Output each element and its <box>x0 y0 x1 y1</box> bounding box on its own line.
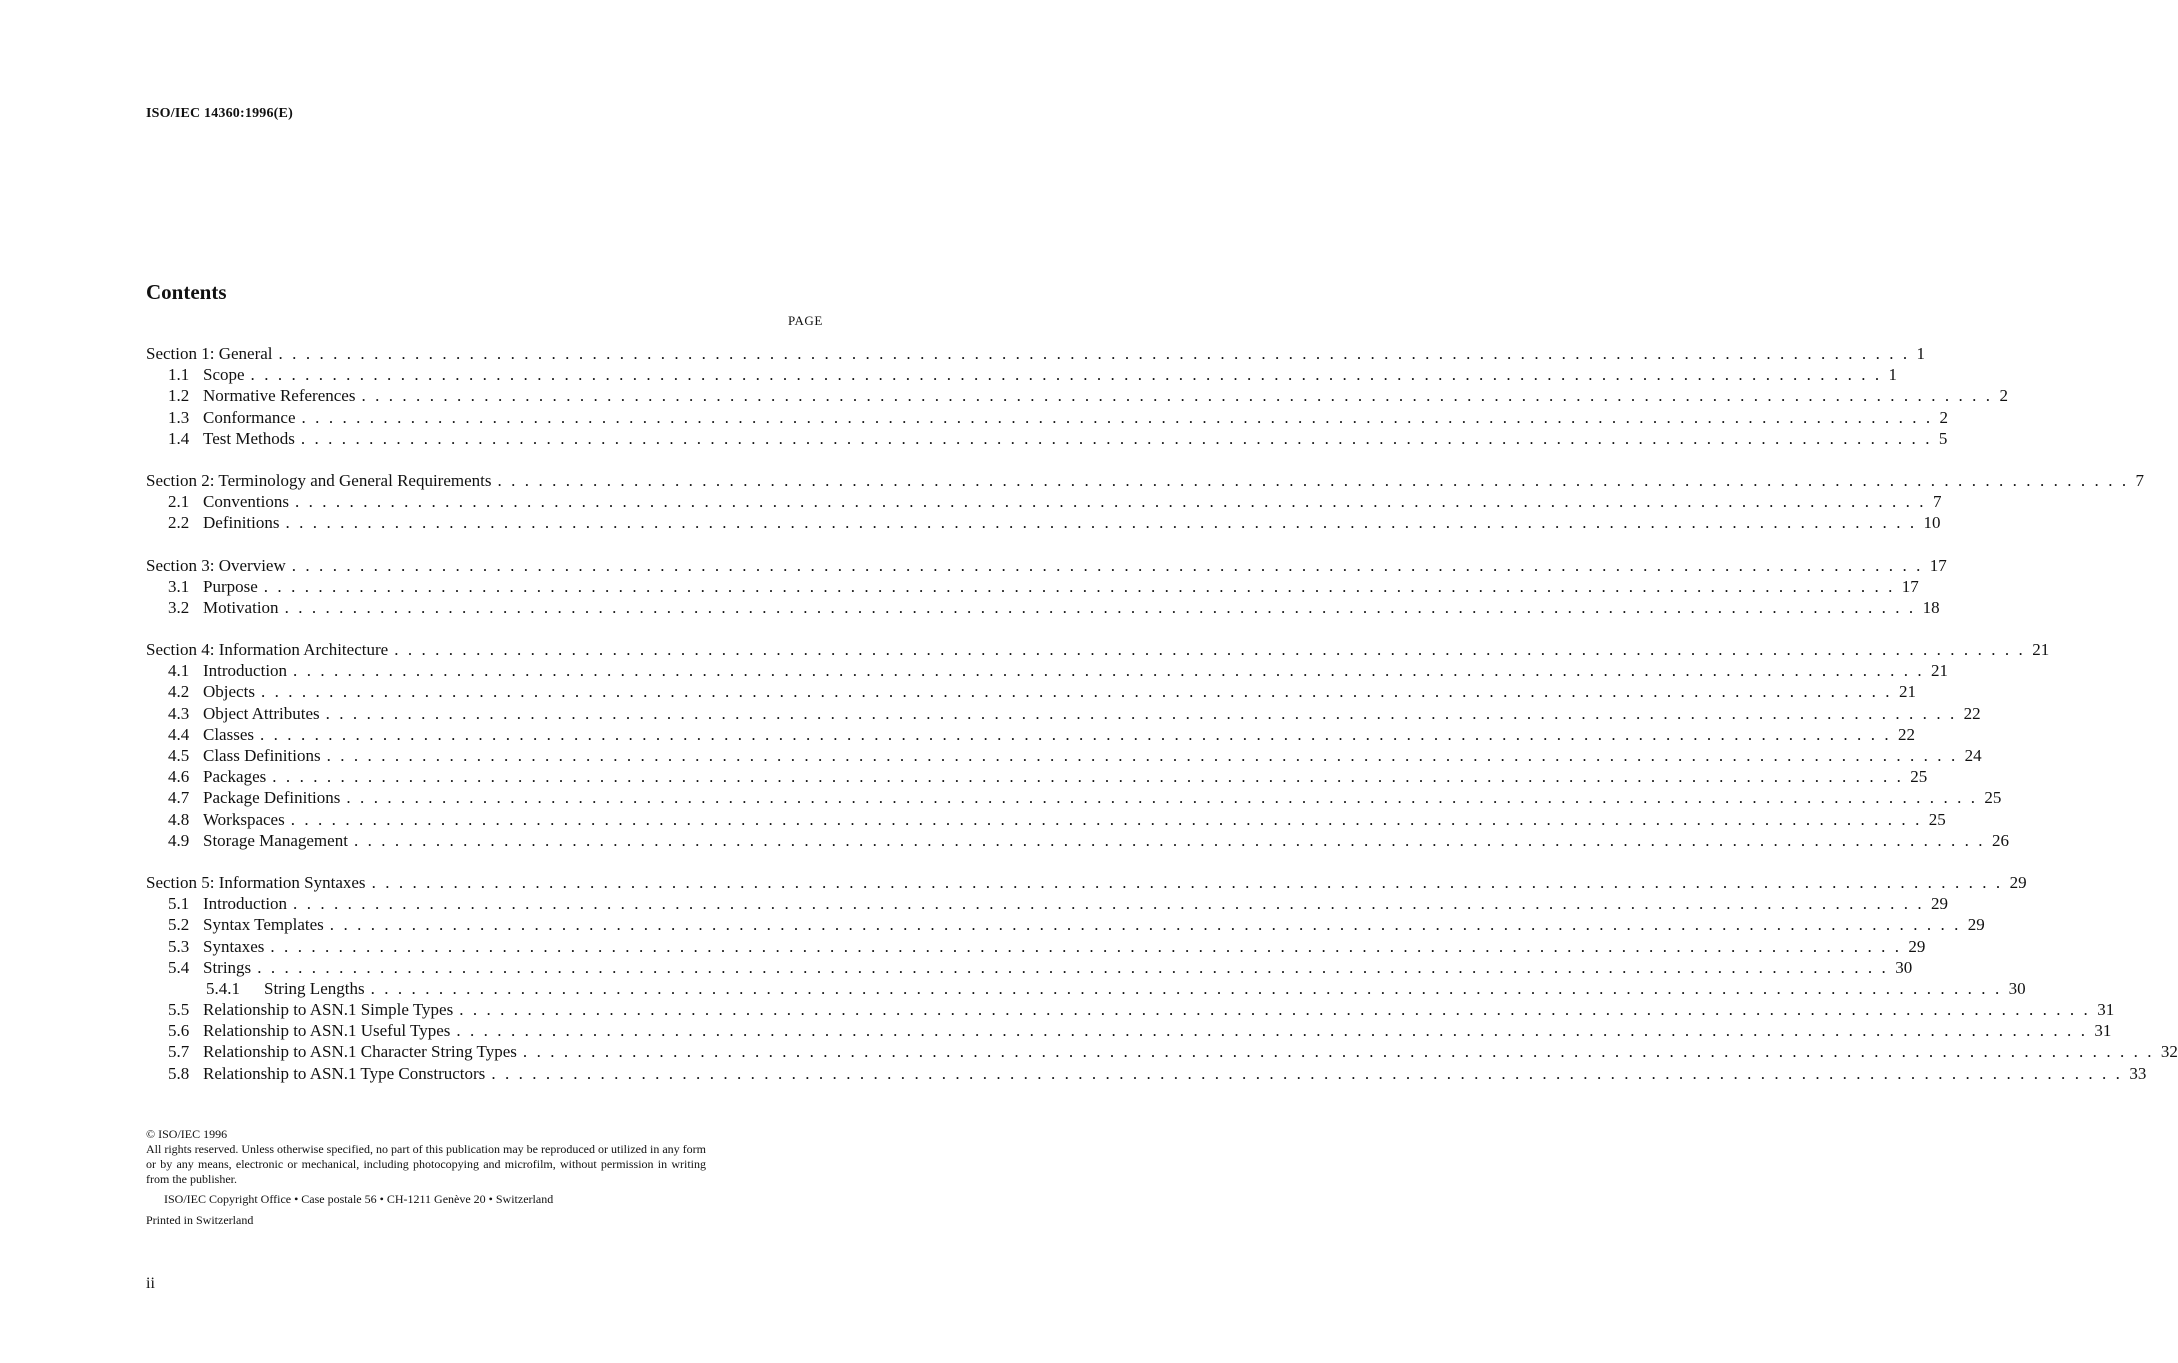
toc-entry[interactable] <box>146 830 2009 851</box>
rights-notice: All rights reserved. Unless otherwise specified, no part of this publication may be reproduced or utilized in any form or by any means, electronic or mechanical, including photocopying and microfilm, without permission in writing from the publisher. <box>146 1142 706 1186</box>
toc-entry-text: Introduction <box>203 894 288 914</box>
toc-entry-title <box>146 999 459 1020</box>
toc-entry-title <box>146 681 261 702</box>
toc-entry-number: 5.6 <box>168 1021 190 1041</box>
toc-entry-page: 29 <box>2009 872 2027 892</box>
dot-leader: ........................................................................................................................ <box>270 936 1909 956</box>
toc-entry-title <box>146 936 270 957</box>
dot-leader: ........................................................................................................................ <box>290 809 1929 829</box>
toc-entry-page: 1 <box>1916 344 1926 363</box>
toc-entry[interactable] <box>146 1063 2147 1084</box>
toc-entry-title <box>146 893 293 914</box>
dot-leader: ........................................................................................................................ <box>491 1063 2130 1083</box>
toc-entry[interactable] <box>146 407 1949 428</box>
dot-leader: ........................................................................................................................ <box>329 915 1968 935</box>
dot-leader: ........................................................................................................................ <box>250 365 1889 385</box>
toc-entry-text: Purpose <box>203 576 258 596</box>
toc-entry-page: 21 <box>1931 661 1949 681</box>
toc-entry-text: Section 3: Overview <box>146 555 286 575</box>
toc-entry-text: Conformance <box>203 407 296 427</box>
toc-entry-title <box>146 407 302 428</box>
toc-entry-text: Syntaxes <box>203 936 265 956</box>
toc-entry[interactable] <box>146 914 1985 935</box>
toc-entry-title <box>146 428 301 449</box>
toc-entry-text: Class Definitions <box>203 746 321 765</box>
toc-section <box>146 470 2144 534</box>
copyright-footer <box>146 1127 706 1228</box>
toc-entry[interactable] <box>146 681 1916 702</box>
toc-entry-page: 25 <box>1910 767 1928 787</box>
toc-entry-text: Syntax Templates <box>203 915 324 935</box>
toc-entry-title <box>146 809 291 830</box>
toc-entry[interactable] <box>146 597 1940 618</box>
toc-entry-page: 7 <box>1932 492 1942 512</box>
dot-leader: ........................................................................................................................ <box>260 724 1898 744</box>
toc-entry-text: Relationship to ASN.1 Type Constructors <box>203 1063 486 1083</box>
toc-entry-text: Motivation <box>203 597 279 617</box>
toc-entry[interactable] <box>146 470 2144 491</box>
toc-entry[interactable] <box>146 576 1919 597</box>
toc-entry-text: Conventions <box>203 492 289 512</box>
dot-leader: ........................................................................................................................ <box>294 492 1933 512</box>
toc-entry[interactable] <box>146 660 1949 681</box>
toc-entry-title <box>146 766 272 787</box>
toc-entry-number: 4.1 <box>168 661 190 681</box>
dot-leader: ........................................................................................................................ <box>293 661 1932 681</box>
printed-in: Printed in Switzerland <box>146 1213 254 1227</box>
toc-entry[interactable] <box>146 343 1926 364</box>
toc-entry-title <box>146 1063 491 1084</box>
toc-entry-number: 4.5 <box>168 746 190 765</box>
toc-entry[interactable] <box>146 555 1947 576</box>
toc-entry-text: Section 2: Terminology and General Requirements <box>146 470 492 490</box>
toc-entry-title <box>146 724 260 745</box>
toc-entry-number: 4.9 <box>168 830 190 850</box>
toc-entry-number: 4.6 <box>168 767 190 787</box>
toc-section <box>146 343 2008 449</box>
toc-entry-text: Relationship to ASN.1 Simple Types <box>203 1000 454 1020</box>
toc-entry[interactable] <box>146 999 2115 1020</box>
toc-entry-title <box>146 597 285 618</box>
toc-entry-title <box>146 745 327 766</box>
contents-title: Contents <box>146 280 227 304</box>
toc-entry-title <box>146 1020 456 1041</box>
toc-entry-title <box>146 660 293 681</box>
dot-leader: ........................................................................................................................ <box>456 1021 2095 1041</box>
toc-entry-number: 1.3 <box>168 407 190 427</box>
page-column-header: PAGE <box>788 313 823 328</box>
toc-entry[interactable] <box>146 766 1928 787</box>
dot-leader: ........................................................................................................................ <box>459 1000 2098 1020</box>
toc-entry-title <box>146 385 361 406</box>
toc-entry-title <box>146 1041 523 1062</box>
toc-entry-page: 22 <box>1898 724 1915 744</box>
page-number: ii <box>146 1275 155 1292</box>
toc-entry-title <box>146 830 354 851</box>
toc-entry-number: 2.2 <box>168 513 190 533</box>
toc-entry-page: 25 <box>1984 788 2002 808</box>
toc-entry[interactable] <box>146 978 2026 999</box>
toc-entry-page: 10 <box>1923 513 1941 533</box>
dot-leader: ........................................................................................................................ <box>497 470 2136 490</box>
toc-section <box>146 639 2050 851</box>
toc-entry-title <box>146 364 251 385</box>
toc-entry[interactable] <box>146 364 1898 385</box>
toc-entry-title <box>146 872 372 893</box>
toc-entry-page: 25 <box>1928 809 1946 829</box>
toc-entry-text: Section 5: Information Syntaxes <box>146 872 366 892</box>
dot-leader: ........................................................................................................................ <box>325 703 1964 723</box>
toc-entry-title <box>146 576 264 597</box>
toc-entry[interactable] <box>146 385 2008 406</box>
toc-entry-text: Workspaces <box>203 809 285 829</box>
toc-entry[interactable] <box>146 1041 2178 1062</box>
dot-leader: ........................................................................................................................ <box>272 767 1911 787</box>
dot-leader: ........................................................................................................................ <box>301 407 1940 427</box>
toc-section <box>146 872 2178 1084</box>
toc-entry-page: 5 <box>1938 428 1948 448</box>
toc-entry-text: Package Definitions <box>203 788 341 808</box>
toc-entry-page: 31 <box>2094 1021 2112 1041</box>
dot-leader: ........................................................................................................................ <box>370 978 2009 998</box>
toc-section <box>146 555 1947 619</box>
toc-entry-text: Scope <box>203 365 245 385</box>
toc-entry[interactable] <box>146 957 1913 978</box>
toc-entry[interactable] <box>146 872 2027 893</box>
dot-leader: ........................................................................................................................ <box>293 894 1932 914</box>
toc-entry[interactable] <box>146 724 1915 745</box>
toc-entry-title <box>146 512 286 533</box>
dot-leader: ........................................................................................................................ <box>346 788 1985 808</box>
dot-leader: ........................................................................................................................ <box>291 555 1930 575</box>
toc-entry-text: Strings <box>203 957 252 977</box>
toc-entry-number: 5.2 <box>168 915 190 935</box>
toc-entry-number: 5.8 <box>168 1063 190 1083</box>
toc-entry-page: 7 <box>2135 470 2144 490</box>
toc-entry-number: 5.5 <box>168 1000 190 1020</box>
copyright-line: © ISO/IEC 1996 <box>146 1127 228 1141</box>
copyright-office: ISO/IEC Copyright Office • Case postale 56 • CH-1211 Genève 20 • Switzerland <box>164 1192 554 1206</box>
toc-entry-page: 2 <box>1939 407 1949 427</box>
dot-leader: ........................................................................................................................ <box>284 597 1923 617</box>
toc-entry-number: 4.4 <box>168 724 190 744</box>
toc-entry-number: 1.4 <box>168 428 190 448</box>
dot-leader: ........................................................................................................................ <box>263 576 1902 596</box>
toc-entry-text: Relationship to ASN.1 Character String Types <box>203 1042 517 1062</box>
toc-entry[interactable] <box>146 703 1981 724</box>
toc-entry-page: 17 <box>1901 576 1919 596</box>
toc-entry-title <box>146 491 295 512</box>
toc-entry-title <box>146 978 371 999</box>
toc-entry-text: Section 1: General <box>146 344 273 363</box>
dot-leader: ........................................................................................................................ <box>522 1042 2161 1062</box>
toc-entry[interactable] <box>146 512 1941 533</box>
toc-entry-title <box>146 703 326 724</box>
dot-leader: ........................................................................................................................ <box>394 640 2033 660</box>
toc-entry-text: String Lengths <box>264 978 365 998</box>
toc-entry-number: 5.7 <box>168 1042 190 1062</box>
toc-entry-page: 2 <box>1999 386 2008 406</box>
toc-entry-title <box>146 914 330 935</box>
document-id: ISO/IEC 14360:1996(E) <box>146 106 293 121</box>
toc-entry-title <box>146 787 346 808</box>
toc-entry-title <box>146 639 394 660</box>
toc-entry-text: Object Attributes <box>203 703 320 723</box>
toc-entry-text: Packages <box>203 767 267 787</box>
toc-entry-number: 1.1 <box>168 365 190 385</box>
toc-entry-text: Storage Management <box>203 830 348 850</box>
toc-entry-page: 24 <box>1964 746 1982 765</box>
toc-entry-number: 5.1 <box>168 894 190 914</box>
table-of-contents <box>146 343 2178 1105</box>
toc-entry-number: 1.2 <box>168 386 190 406</box>
toc-entry[interactable] <box>146 491 1942 512</box>
toc-entry-number: 4.2 <box>168 682 190 702</box>
toc-entry-title <box>146 555 292 576</box>
toc-entry-page: 32 <box>2160 1042 2178 1062</box>
toc-entry-page: 29 <box>1931 894 1949 914</box>
toc-entry-text: Classes <box>203 724 254 744</box>
toc-entry-text: Relationship to ASN.1 Useful Types <box>203 1021 451 1041</box>
toc-entry[interactable] <box>146 787 2002 808</box>
toc-entry-number: 4.3 <box>168 703 190 723</box>
toc-entry-page: 18 <box>1922 597 1940 617</box>
toc-entry[interactable] <box>146 1020 2112 1041</box>
toc-entry[interactable] <box>146 428 1948 449</box>
toc-entry-text: Objects <box>203 682 255 702</box>
toc-entry-title <box>146 957 257 978</box>
toc-entry-number: 3.1 <box>168 576 190 596</box>
dot-leader: ........................................................................................................................ <box>257 957 1896 977</box>
toc-entry-number: 3.2 <box>168 597 190 617</box>
dot-leader: ........................................................................................................................ <box>326 746 1965 765</box>
toc-entry-page: 30 <box>2008 978 2026 998</box>
toc-entry-text: Test Methods <box>203 428 295 448</box>
toc-entry-page: 31 <box>2097 1000 2115 1020</box>
toc-entry-title <box>146 470 498 491</box>
toc-entry-page: 29 <box>1908 936 1926 956</box>
toc-entry-page: 21 <box>2032 640 2050 660</box>
dot-leader: ........................................................................................................................ <box>353 830 1992 850</box>
toc-entry-text: Normative References <box>203 386 356 406</box>
toc-entry-text: Introduction <box>203 661 288 681</box>
toc-entry-text: Section 4: Information Architecture <box>146 640 389 660</box>
toc-entry-page: 30 <box>1895 957 1913 977</box>
toc-entry[interactable] <box>146 936 1926 957</box>
toc-entry[interactable] <box>146 639 2050 660</box>
toc-entry-page: 1 <box>1888 365 1898 385</box>
toc-entry-page: 29 <box>1967 915 1985 935</box>
toc-entry-number: 5.3 <box>168 936 190 956</box>
dot-leader: ........................................................................................................................ <box>285 513 1924 533</box>
toc-entry-title <box>146 343 279 364</box>
toc-entry-page: 33 <box>2129 1063 2147 1083</box>
dot-leader: ........................................................................................................................ <box>371 872 2010 892</box>
toc-entry-number: 2.1 <box>168 492 190 512</box>
dot-leader: ........................................................................................................................ <box>260 682 1899 702</box>
toc-entry-number: 4.8 <box>168 809 190 829</box>
toc-entry-page: 21 <box>1898 682 1916 702</box>
toc-entry-text: Definitions <box>203 513 280 533</box>
toc-entry-number: 4.7 <box>168 788 190 808</box>
toc-entry[interactable] <box>146 893 1949 914</box>
dot-leader: ........................................................................................................................ <box>300 428 1939 448</box>
toc-entry-page: 22 <box>1963 703 1981 723</box>
dot-leader: ........................................................................................................................ <box>361 386 2000 406</box>
toc-entry[interactable] <box>146 809 1946 830</box>
toc-entry-page: 26 <box>1991 830 2009 850</box>
dot-leader: ........................................................................................................................ <box>278 344 1917 363</box>
toc-entry-number: 5.4 <box>168 957 190 977</box>
toc-entry-number: 5.4.1 <box>206 978 240 998</box>
toc-entry[interactable] <box>146 745 1982 766</box>
toc-entry-page: 17 <box>1929 555 1947 575</box>
